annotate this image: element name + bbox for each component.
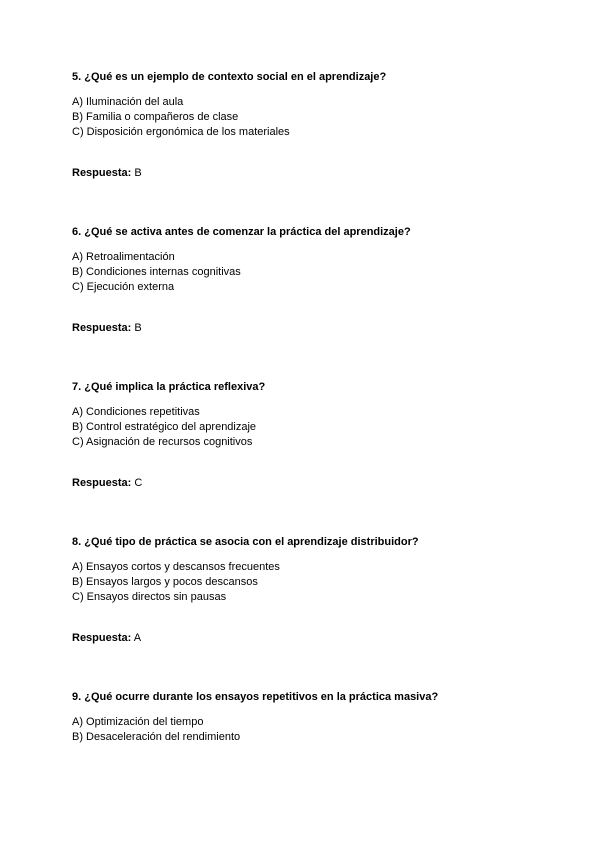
option-a: A) Optimización del tiempo xyxy=(72,716,204,728)
options-list xyxy=(72,405,542,450)
document-page xyxy=(72,70,542,845)
answer-line xyxy=(72,321,542,335)
question-block xyxy=(72,380,542,535)
answer-label: Respuesta: xyxy=(72,167,132,179)
option-a: A) Retroalimentación xyxy=(72,251,175,263)
answer-line xyxy=(72,166,542,180)
question-block xyxy=(72,225,542,380)
answer-label: Respuesta: xyxy=(72,322,132,334)
answer-label: Respuesta: xyxy=(72,477,132,489)
answer-line xyxy=(72,476,542,490)
question-title: 7. ¿Qué implica la práctica reflexiva? xyxy=(72,381,266,393)
question-block xyxy=(72,70,542,225)
option-a: A) Condiciones repetitivas xyxy=(72,406,200,418)
option-c: C) Disposición ergonómica de los materiales xyxy=(72,126,290,138)
option-c: C) Ensayos directos sin pausas xyxy=(72,591,227,603)
option-a: A) Ensayos cortos y descansos frecuentes xyxy=(72,561,280,573)
question-title: 6. ¿Qué se activa antes de comenzar la práctica del aprendizaje? xyxy=(72,226,411,238)
option-b: B) Familia o compañeros de clase xyxy=(72,111,239,123)
options-list xyxy=(72,95,542,140)
question-block xyxy=(72,690,542,845)
question-block xyxy=(72,535,542,690)
answer-value: B xyxy=(134,322,142,334)
option-c: C) Asignación de recursos cognitivos xyxy=(72,436,253,448)
options-list xyxy=(72,560,542,605)
question-title: 5. ¿Qué es un ejemplo de contexto social en el aprendizaje? xyxy=(72,71,387,83)
options-list xyxy=(72,250,542,295)
options-list xyxy=(72,715,542,745)
question-title: 8. ¿Qué tipo de práctica se asocia con el aprendizaje distribuidor? xyxy=(72,536,419,548)
answer-value: A xyxy=(133,632,142,644)
option-c: C) Ejecución externa xyxy=(72,281,175,293)
option-b: B) Control estratégico del aprendizaje xyxy=(72,421,257,433)
answer-label: Respuesta: xyxy=(72,632,132,644)
option-a: A) Iluminación del aula xyxy=(72,96,184,108)
question-title: 9. ¿Qué ocurre durante los ensayos repetitivos en la práctica masiva? xyxy=(72,691,439,703)
option-b: B) Desaceleración del rendimiento xyxy=(72,731,241,743)
answer-line xyxy=(72,631,542,645)
answer-value: B xyxy=(134,167,142,179)
option-b: B) Condiciones internas cognitivas xyxy=(72,266,241,278)
option-b: B) Ensayos largos y pocos descansos xyxy=(72,576,258,588)
answer-value: C xyxy=(134,477,143,489)
